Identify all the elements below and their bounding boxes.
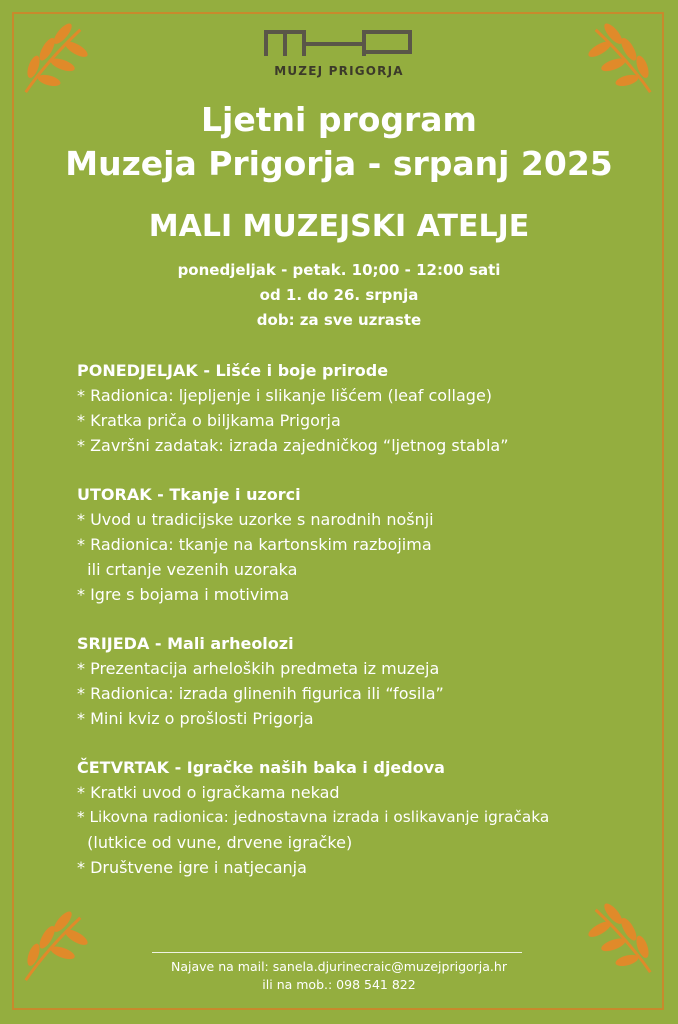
program-item: * Radionica: izrada glinenih figurica ili “fosila” (77, 684, 444, 703)
program-item: * Uvod u tradicijske uzorke s narodnih nošnji (77, 510, 434, 529)
daily-program (77, 358, 667, 904)
day-heading: ČETVRTAK - Igračke naših baka i djedova (77, 758, 445, 777)
museum-logo-text: MUZEJ PRIGORJA (274, 64, 404, 78)
day-block-thursday (77, 755, 667, 880)
program-item: * Završni zadatak: izrada zajedničkog “ljetnog stabla” (77, 436, 509, 455)
program-item: ili crtanje vezenih uzoraka (77, 560, 298, 579)
program-item: * Društvene igre i natjecanja (77, 858, 307, 877)
program-item: * Kratka priča o biljkama Prigorja (77, 411, 341, 430)
title-line-1: Ljetni program (201, 100, 477, 139)
day-heading: UTORAK - Tkanje i uzorci (77, 485, 301, 504)
contact-phone-line: ili na mob.: 098 541 822 (262, 977, 416, 992)
program-item: * Radionica: ljepljenje i slikanje lišćem (leaf collage) (77, 386, 493, 405)
footer-divider (152, 952, 522, 953)
day-heading: SRIJEDA - Mali arheolozi (77, 634, 294, 653)
program-item: * Radionica: tkanje na kartonskim razbojima (77, 535, 432, 554)
page-title (0, 98, 678, 186)
program-item: * Mini kviz o prošlosti Prigorja (77, 709, 314, 728)
day-block-wednesday (77, 631, 667, 731)
dates-text: od 1. do 26. srpnja (259, 286, 419, 304)
museum-logo (0, 28, 678, 78)
contact-email-line: Najave na mail: sanela.djurinecraic@muzejprigorja.hr (171, 959, 507, 974)
program-subtitle: MALI MUZEJSKI ATELJE (148, 209, 530, 244)
program-item: * Likovna radionica: jednostavna izrada i oslikavanje igračaka (77, 808, 550, 826)
program-item: * Igre s bojama i motivima (77, 585, 290, 604)
program-item: * Kratki uvod o igračkama nekad (77, 783, 340, 802)
title-line-2: Muzeja Prigorja - srpanj 2025 (65, 144, 613, 183)
age-text: dob: za sve uzraste (256, 311, 422, 329)
schedule-text: ponedjeljak - petak. 10;00 - 12:00 sati (177, 261, 501, 279)
museum-logo-icon (264, 28, 414, 58)
contact-info (0, 958, 678, 994)
day-heading: PONEDJELJAK - Lišće i boje prirode (77, 361, 389, 380)
program-item: (lutkice od vune, drvene igračke) (77, 833, 353, 852)
day-block-monday (77, 358, 667, 458)
day-block-tuesday (77, 482, 667, 607)
program-info (0, 258, 678, 333)
program-item: * Prezentacija arheloških predmeta iz muzeja (77, 659, 440, 678)
